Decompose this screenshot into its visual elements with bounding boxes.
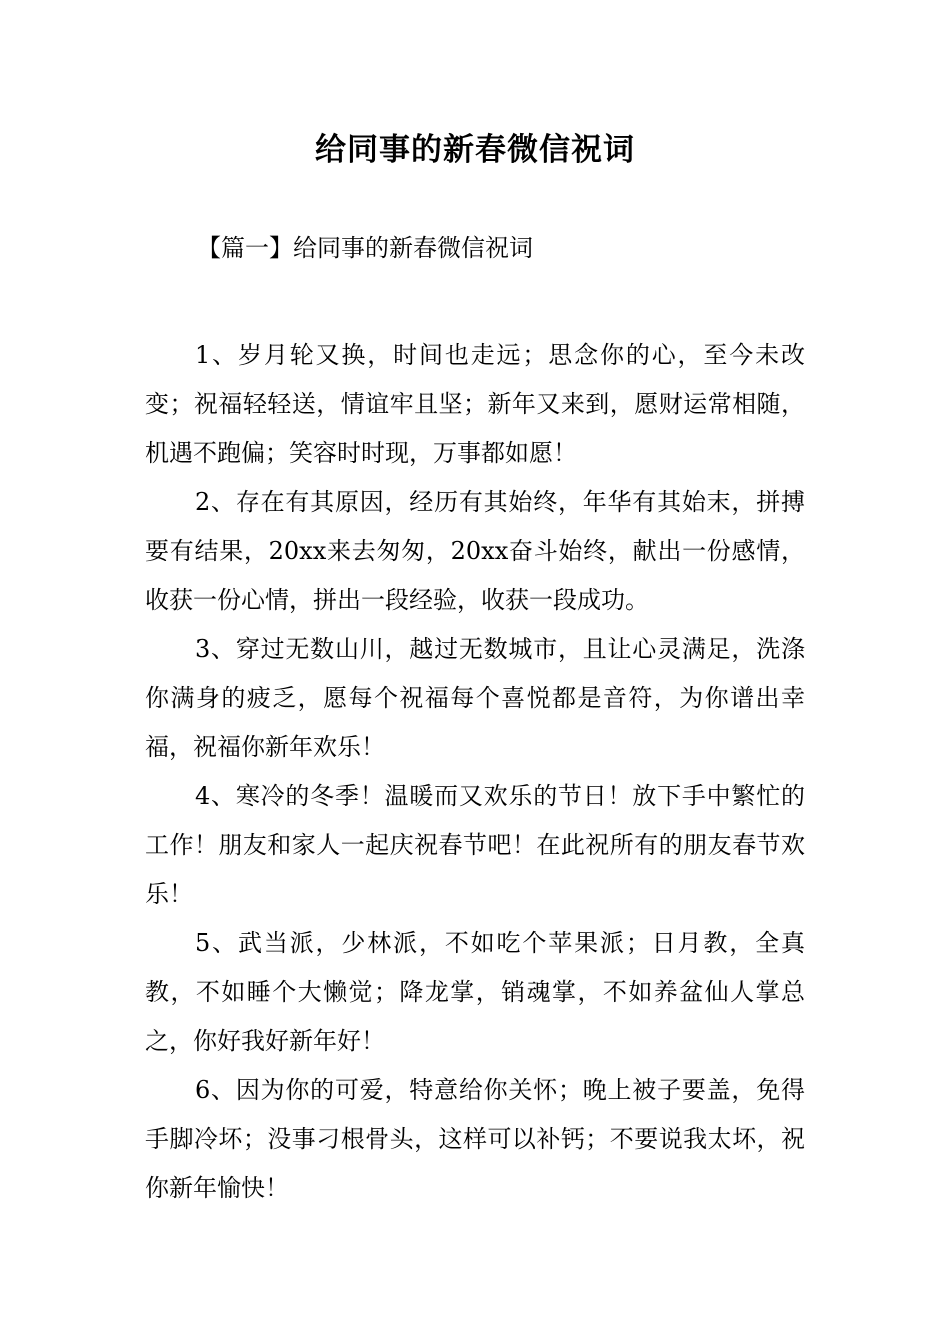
greeting-paragraph-5: 5、武当派，少林派，不如吃个苹果派；日月教，全真教，不如睡个大懒觉；降龙掌，销魂掌，不如养盆仙人掌总之，你好我好新年好！ bbox=[145, 929, 805, 1055]
greeting-paragraph-6: 6、因为你的可爱，特意给你关怀；晚上被子要盖，免得手脚冷坏；没事刁根骨头，这样可以补钙；不要说我太坏，祝你新年愉快！ bbox=[145, 1076, 805, 1202]
greeting-paragraph-1: 1、岁月轮又换，时间也走远；思念你的心，至今未改变；祝福轻轻送，情谊牢且坚；新年又来到，愿财运常相随，机遇不跑偏；笑容时时现，万事都如愿！ bbox=[145, 341, 805, 467]
document-body bbox=[145, 331, 805, 1213]
section-heading: 【篇一】给同事的新春微信祝词 bbox=[197, 234, 533, 262]
document-title: 给同事的新春微信祝词 bbox=[315, 132, 635, 168]
greeting-paragraph-2: 2、存在有其原因，经历有其始终，年华有其始末，拼搏要有结果，20xx来去匆匆，20xx奋斗始终，献出一份感情，收获一份心情，拼出一段经验，收获一段成功。 bbox=[145, 488, 805, 614]
greeting-paragraph-4: 4、寒冷的冬季！温暖而又欢乐的节日！放下手中繁忙的工作！朋友和家人一起庆祝春节吧！在此祝所有的朋友春节欢乐！ bbox=[145, 782, 805, 908]
greeting-paragraph-3: 3、穿过无数山川，越过无数城市，且让心灵满足，洗涤你满身的疲乏，愿每个祝福每个喜悦都是音符，为你谱出幸福，祝福你新年欢乐！ bbox=[145, 635, 805, 761]
